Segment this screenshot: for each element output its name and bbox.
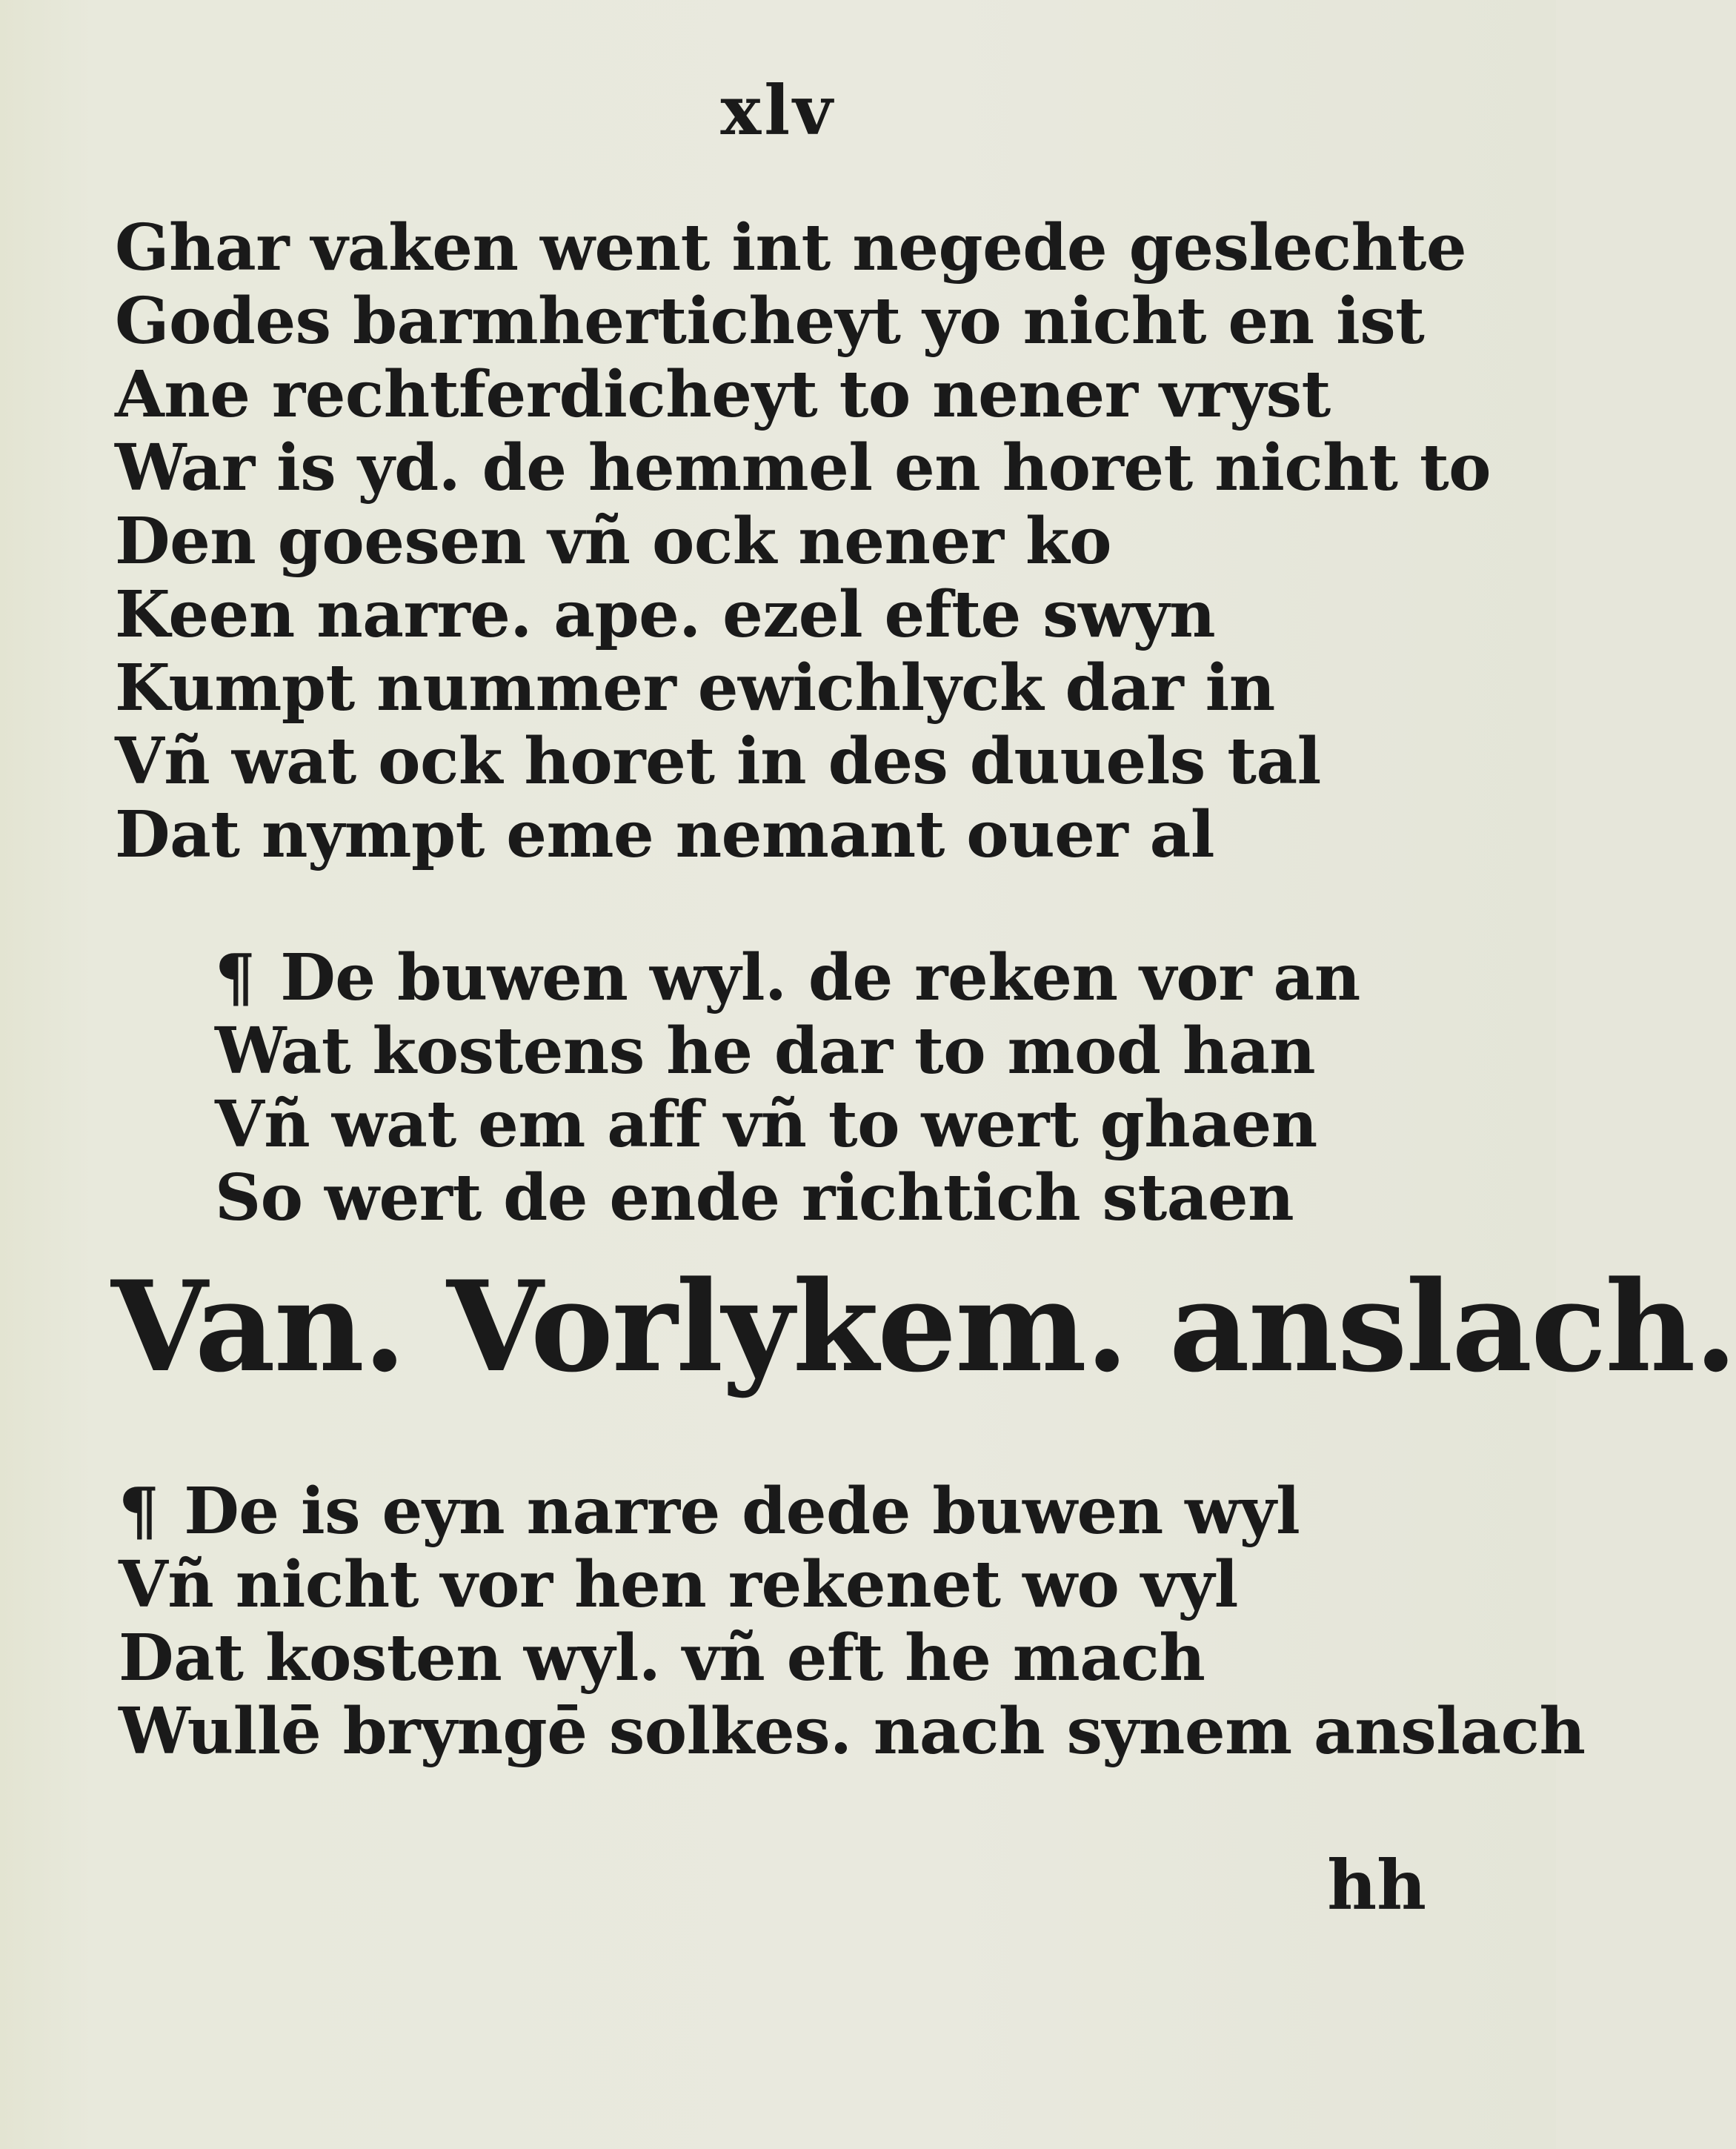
verse-line: Godes barmherticheyt yo nicht en ist	[115, 284, 1425, 359]
stanza-1	[115, 211, 1491, 871]
verse-line: Dat kosten wyl. vñ eft he mach	[119, 1621, 1205, 1695]
verse-line	[215, 941, 1360, 1014]
stanza-3	[119, 1475, 1586, 1768]
verse-line: Ghar vaken went int negede geslechte	[115, 210, 1467, 285]
signature-mark: hh	[1327, 1845, 1426, 1925]
pilcrow-mark: ¶	[119, 1474, 159, 1549]
verse-line: Wullē bryngē solkes. nach synem anslach	[119, 1694, 1586, 1769]
verse-line: Den goesen vñ ock nener ko	[115, 504, 1111, 579]
verse-line: Vñ nicht vor hen rekenet wo vyl	[119, 1547, 1238, 1622]
verse-line: Kumpt nummer ewichlyck dar in	[115, 651, 1275, 725]
verse-line: So wert de ende richtich staen	[215, 1160, 1294, 1235]
verse-line: Keen narre. ape. ezel efte swyn	[115, 577, 1216, 652]
chapter-heading: Van. Vorlykem. anslach.	[111, 1253, 1736, 1400]
stanza-2	[215, 941, 1360, 1235]
pilcrow-mark: ¶	[215, 940, 256, 1015]
verse-line: Wat kostens he dar to mod han	[215, 1014, 1316, 1089]
verse-line: Vñ wat ock horet in des duuels tal	[115, 724, 1321, 799]
verse-line: War is yd. de hemmel en horet nicht to	[115, 431, 1491, 505]
page-number: xlv	[720, 70, 836, 150]
verse-line: Dat nympt eme nemant ouer al	[115, 797, 1215, 872]
verse-line: Vñ wat em aff vñ to wert ghaen	[215, 1087, 1317, 1162]
verse-line-text: De buwen wyl. de reken vor an	[280, 940, 1360, 1015]
verse-line: Ane rechtferdicheyt to nener vryst	[115, 357, 1331, 432]
verse-line-text: De is eyn narre dede buwen wyl	[184, 1474, 1300, 1549]
verse-line	[119, 1475, 1586, 1548]
